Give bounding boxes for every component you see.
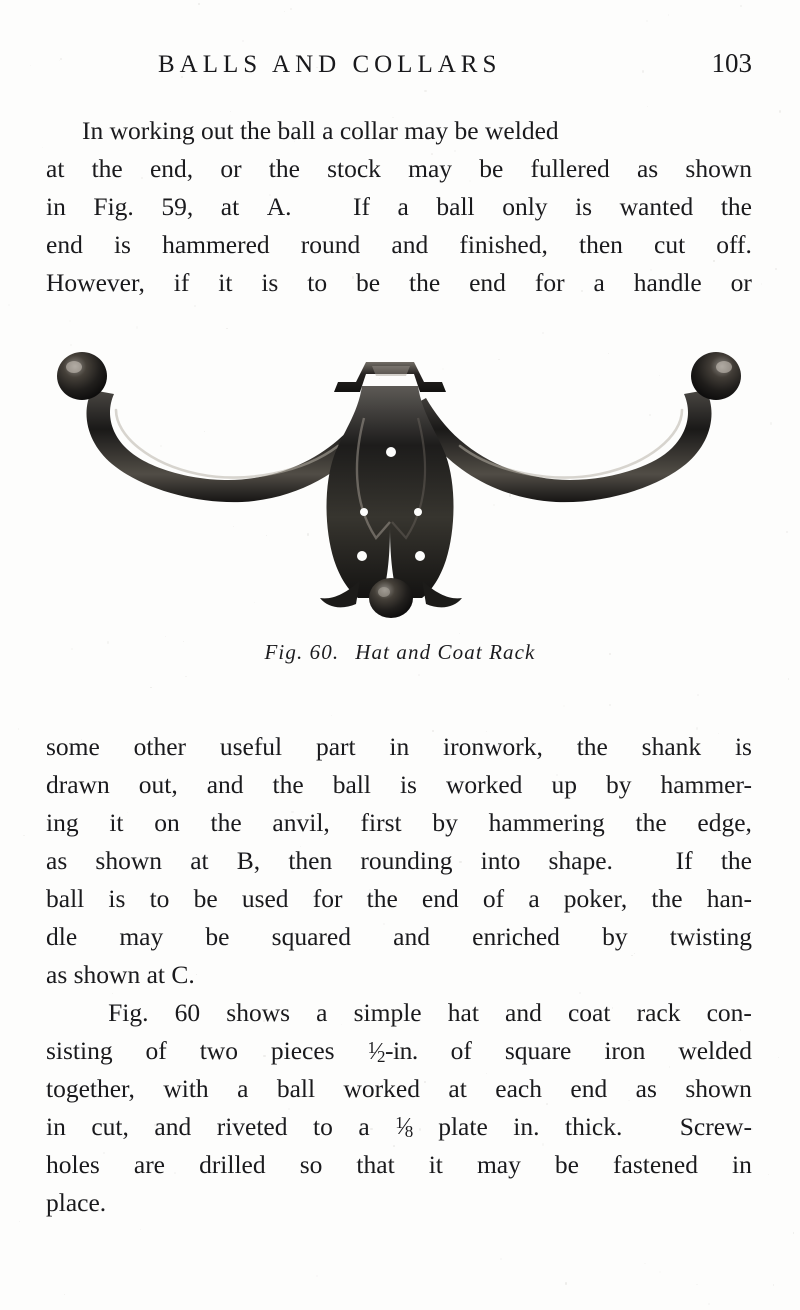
word: shank — [641, 732, 702, 761]
text-line — [46, 880, 752, 918]
word: shape. — [548, 846, 613, 875]
word: the — [720, 192, 752, 221]
text-line — [46, 112, 752, 150]
word: or — [730, 268, 752, 297]
text-line — [46, 150, 752, 188]
word: at — [146, 960, 172, 989]
word: out — [201, 116, 240, 145]
word: ball — [46, 884, 85, 913]
word: drilled — [199, 1150, 266, 1179]
word: useful — [219, 732, 283, 761]
text-line — [46, 1070, 752, 1108]
word: is — [734, 732, 752, 761]
word: If — [352, 192, 370, 221]
word: a — [593, 268, 605, 297]
word: Fig. — [108, 998, 149, 1027]
text-line — [46, 1108, 752, 1146]
word: so — [299, 1150, 323, 1179]
word: it — [218, 268, 233, 297]
word: 60 — [174, 998, 201, 1027]
word: fullered — [530, 154, 610, 183]
word: hammer- — [660, 770, 752, 799]
figure-caption — [0, 640, 800, 665]
word: plate — [438, 1112, 488, 1141]
word: stock — [327, 154, 381, 183]
word: then — [578, 230, 623, 259]
page-number: 103 — [711, 48, 752, 78]
word: as — [636, 154, 659, 183]
word: end — [469, 268, 506, 297]
word: the — [210, 808, 242, 837]
word: wanted — [619, 192, 694, 221]
word: is — [113, 230, 131, 259]
word: some — [46, 732, 100, 761]
word: end, — [149, 154, 194, 183]
word: is — [399, 770, 417, 799]
word: ball — [332, 770, 371, 799]
word: off. — [716, 230, 752, 259]
word: hammered — [162, 230, 270, 259]
fraction: 1 ⁄ 2 -in. — [367, 1036, 418, 1066]
word: be — [356, 268, 381, 297]
word: of — [450, 1036, 472, 1065]
word: Fig. — [93, 192, 134, 221]
word: it — [109, 808, 124, 837]
word: a — [528, 884, 540, 913]
text-line — [46, 994, 752, 1032]
text-line — [46, 728, 752, 766]
word: be — [554, 1150, 579, 1179]
rack-ball-finial-right — [691, 352, 741, 400]
body-text-upper — [46, 112, 752, 302]
word: out, — [138, 770, 178, 799]
word: a — [237, 1074, 249, 1103]
word: rounding — [360, 846, 453, 875]
word: shown — [685, 154, 752, 183]
word: part — [315, 732, 356, 761]
paragraph-indent — [46, 112, 82, 150]
word: edge, — [697, 808, 752, 837]
body-text-lower — [46, 728, 752, 1222]
word: each — [495, 1074, 542, 1103]
word: a — [397, 192, 409, 221]
word: by — [602, 922, 628, 951]
word: and — [393, 922, 430, 951]
fraction: 1 ⁄ 8 — [395, 1113, 413, 1141]
word — [641, 842, 647, 880]
word: at — [220, 192, 240, 221]
rack-ball-finial-left — [57, 352, 107, 400]
word: may — [408, 154, 453, 183]
running-head-title: BALLS AND COLLARS — [158, 51, 502, 78]
word: of — [145, 1036, 167, 1065]
word: in — [46, 192, 66, 221]
word: it — [428, 1150, 443, 1179]
word: or — [220, 154, 242, 183]
word: to — [313, 1112, 333, 1141]
word: to — [307, 268, 328, 297]
word: at — [190, 846, 209, 875]
word: worked — [445, 770, 523, 799]
word: at — [448, 1074, 467, 1103]
word: ing — [46, 808, 79, 837]
word: C. — [171, 960, 195, 989]
word: B, — [236, 846, 261, 875]
word: square — [504, 1036, 572, 1065]
word: the — [366, 884, 398, 913]
word: on — [154, 808, 180, 837]
word: a — [322, 116, 340, 145]
word: place. — [46, 1188, 107, 1217]
word: fastened — [613, 1150, 698, 1179]
word: and — [391, 230, 429, 259]
word: that — [356, 1150, 395, 1179]
running-head — [46, 48, 752, 84]
word: dle — [46, 922, 78, 951]
figure-hat-and-coat-rack — [46, 352, 752, 620]
text-line — [46, 1032, 752, 1070]
word: together, — [46, 1074, 135, 1103]
word: at — [46, 154, 65, 183]
word: in. — [513, 1112, 540, 1141]
word: Screw- — [679, 1112, 752, 1141]
word: be — [454, 116, 485, 145]
word: working — [109, 116, 201, 145]
word: in — [46, 1112, 66, 1141]
word: by — [605, 770, 632, 799]
text-line — [46, 1146, 752, 1184]
word: be — [205, 922, 230, 951]
word: In — [82, 116, 110, 145]
text-line — [46, 1184, 752, 1222]
word: shown — [95, 846, 163, 875]
word: the — [272, 770, 304, 799]
word: the — [720, 846, 752, 875]
word: be — [193, 884, 218, 913]
word: used — [241, 884, 289, 913]
word: If — [675, 846, 693, 875]
word — [319, 188, 325, 226]
word: end — [421, 884, 459, 913]
word: with — [163, 1074, 209, 1103]
word: to — [149, 884, 170, 913]
word: if — [173, 268, 190, 297]
word: round — [300, 230, 361, 259]
word: handle — [633, 268, 702, 297]
word: shown — [685, 1074, 752, 1103]
word: is — [108, 884, 126, 913]
word: may — [476, 1150, 521, 1179]
word: simple — [353, 998, 422, 1027]
word: and — [154, 1112, 192, 1141]
word: welded — [678, 1036, 752, 1065]
word: finished, — [459, 230, 548, 259]
word: the — [635, 808, 667, 837]
word: ball — [436, 192, 475, 221]
word: twisting — [669, 922, 752, 951]
word: collar — [339, 116, 405, 145]
word: is — [261, 268, 279, 297]
text-line — [46, 264, 752, 302]
word: only — [502, 192, 548, 221]
word: as — [46, 960, 74, 989]
word: for — [312, 884, 343, 913]
word: a — [316, 998, 328, 1027]
word: cut, — [91, 1112, 129, 1141]
word: han- — [706, 884, 752, 913]
word: of — [482, 884, 505, 913]
word: is — [575, 192, 593, 221]
text-line — [46, 918, 752, 956]
word: poker, — [563, 884, 628, 913]
word: may — [404, 116, 455, 145]
word: iron — [604, 1036, 646, 1065]
figure-caption-text: Hat and Coat Rack — [355, 640, 536, 664]
word — [648, 1108, 654, 1146]
word: as — [635, 1074, 657, 1103]
word: pieces — [270, 1036, 335, 1065]
word: the — [268, 154, 300, 183]
word: worked — [343, 1074, 420, 1103]
word: rack — [636, 998, 681, 1027]
text-line — [46, 188, 752, 226]
word: hammering — [488, 808, 605, 837]
word: other — [133, 732, 187, 761]
rack-right-arm — [408, 390, 712, 502]
word: are — [133, 1150, 166, 1179]
word: a — [358, 1112, 370, 1141]
text-line — [46, 766, 752, 804]
word: anvil, — [272, 808, 330, 837]
word: welded — [485, 116, 559, 145]
word: A. — [266, 192, 292, 221]
word: may — [119, 922, 164, 951]
word: ball — [277, 116, 323, 145]
word: the — [651, 884, 683, 913]
word: two — [199, 1036, 238, 1065]
word: shown — [73, 960, 147, 989]
word: ironwork, — [443, 732, 543, 761]
word: the — [239, 116, 278, 145]
word: by — [432, 808, 458, 837]
word: thick. — [564, 1112, 623, 1141]
text-line — [46, 842, 752, 880]
word: in — [732, 1150, 752, 1179]
word: squared — [271, 922, 351, 951]
word: ball — [276, 1074, 316, 1103]
word: the — [409, 268, 441, 297]
word: riveted — [216, 1112, 288, 1141]
text-line — [46, 956, 752, 994]
word: as — [46, 846, 68, 875]
word: and — [206, 770, 244, 799]
word: be — [479, 154, 504, 183]
text-line — [46, 804, 752, 842]
word: However, — [46, 268, 145, 297]
paragraph-indent — [46, 994, 82, 1032]
word: shows — [226, 998, 291, 1027]
word: in — [389, 732, 410, 761]
word: drawn — [46, 770, 110, 799]
word: the — [576, 732, 608, 761]
text-line — [46, 226, 752, 264]
word: sisting — [46, 1036, 113, 1065]
word: into — [480, 846, 521, 875]
word: enriched — [472, 922, 560, 951]
word: for — [534, 268, 565, 297]
word: coat — [567, 998, 611, 1027]
word: and — [505, 998, 542, 1027]
word: up — [551, 770, 577, 799]
word: holes — [46, 1150, 100, 1179]
word: end — [570, 1074, 608, 1103]
word: then — [288, 846, 333, 875]
word: the — [91, 154, 123, 183]
word: con- — [706, 998, 752, 1027]
word: first — [360, 808, 402, 837]
word: 59, — [161, 192, 194, 221]
word: hat — [447, 998, 479, 1027]
figure-caption-number: Fig. 60. — [264, 640, 340, 664]
word: end — [46, 230, 83, 259]
word: cut — [654, 230, 686, 259]
